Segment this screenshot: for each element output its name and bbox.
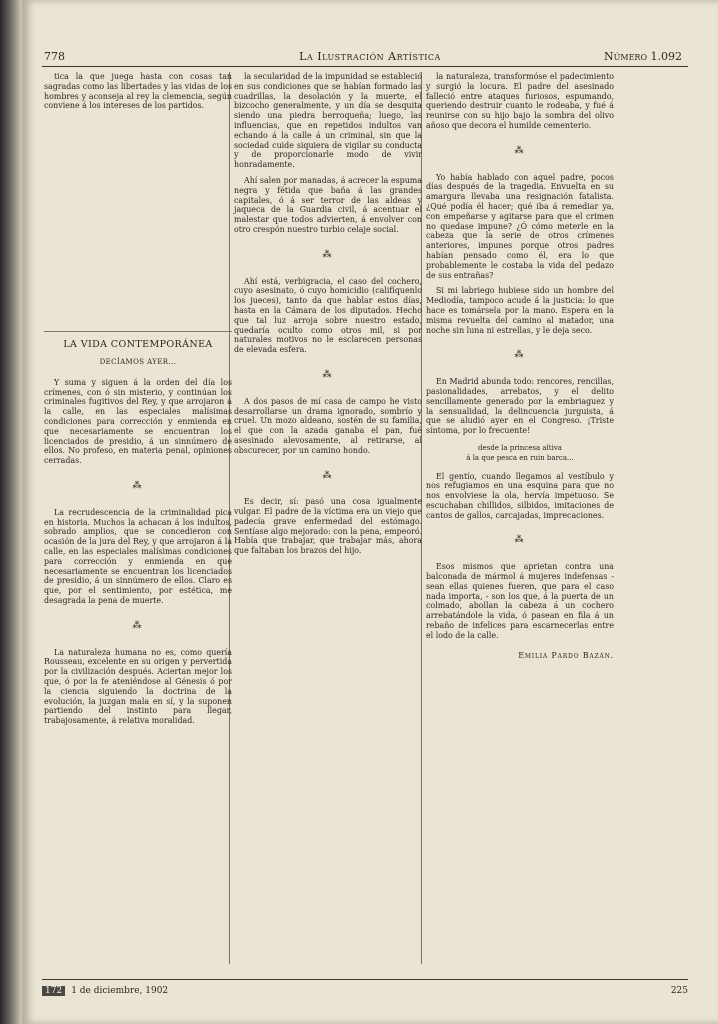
asterism: ⁂ <box>132 620 144 631</box>
section-subtitle: DECÍAMOS AYER... <box>99 357 177 366</box>
paragraph: En Madrid abunda todo: rencores, rencillas, pasionalidades, arrebatos, y el delito sencillamente generado por la embriaguez y la sensualidad, la delincuencia jurguista, á que se aludió ayer en el Congreso. ¡Triste síntoma, por lo frecuente! <box>426 377 614 436</box>
asterism: ⁂ <box>514 350 526 361</box>
paragraph: Y suma y siguen á la orden del día los crímenes, con ó sin misterio, y continúan los criminales fugitivos del Rey, y que arrojaron á la calle, en las especiales malísimas condiciones para corrección y enmienda en que necesariamente se encuentran los licenciados de presidio, á un sinnúmero de ellos. No profeso, en materia penal, opiniones cerradas. <box>44 377 232 466</box>
book-spine <box>0 0 22 1024</box>
magazine-page <box>22 0 718 1024</box>
asterism: ⁂ <box>322 369 334 380</box>
magazine-title: La Ilustración Artística <box>299 50 441 63</box>
author-signature: Emilia Pardo Bazán. <box>518 650 614 660</box>
paragraph: Es decir, sí: pasó una cosa igualmente vulgar. El padre de la víctima era un viejo que padecía grave enfermedad del estómago. Sentíase algo mejorado: con la pena, empeoró. Había que trabajar, que trabajar más, ahora que faltaban los brazos del hijo. <box>234 497 422 556</box>
paragraph: Ahí está, verbigracia, el caso del cochero, cuyo asesinato, ó cuyo homicidio (califíquenlo los jueces), tanto da que hablar estos días, hasta en la Cámara de los diputados. Hecho que tal luz arroja sobre nuestro estado, quedaría oculto como otros mil, si por naturales motivos no le esclarecen personas de elevada esfera. <box>234 276 422 355</box>
issue-number: Número 1.092 <box>604 50 682 63</box>
sheet-number: 225 <box>670 986 688 996</box>
section-title: LA VIDA CONTEMPORÁNEA <box>44 331 232 350</box>
footer-rule <box>42 979 688 980</box>
page-number: 778 <box>44 50 65 63</box>
paragraph: tica la que juega hasta con cosas tan sagradas como las libertades y las vidas de los hombres y aconseja al rey la clemencia, según conviene á los intereses de los partidos. <box>44 72 232 111</box>
paragraph: La naturaleza humana no es, como quería Rousseau, excelente en su origen y pervertida por la civilización después. Aciertan mejor los que, ó por la fe ateniéndose al Génesis ó por la ciencia siguiendo la doctrina de la evolución, la juzgan mala en sí, y la suponen partiendo del instinto para llegar, trabajosamente, á relativa moralidad. <box>44 647 232 726</box>
verse-line: á la que pesca en ruin barca... <box>466 453 574 462</box>
paragraph: Ahí salen por manadas, á acrecer la espuma negra y fétida que baña á las grandes capitales, ó á ser terror de las aldeas y jaqueca de la Guardia civil, á acentuar el malestar que todos advierten, á envolver con otro crespón nuestro turbio celaje social. <box>234 175 422 234</box>
paragraph: El gentío, cuando llegamos al vestíbulo y nos refugiamos en una esquina para que no nos envolviese la ola, hervía impetuoso. Se escuchaban chillidos, silbidos, imitaciones de cantos de gallos, carcajadas, imprecaciones. <box>426 471 614 520</box>
paragraph: Si mi labriego hubiese sido un hombre del Mediodía, tampoco acude á la justicia: lo que hace es tomársela por la mano. Espera en la misma revuelta del camino al matador, una noche sin luna ni estrellas, y le deja seco. <box>426 286 614 335</box>
column-3 <box>426 72 614 660</box>
verse-line: desde la princesa altiva <box>478 443 562 452</box>
header-rule <box>42 66 688 67</box>
paragraph: la naturaleza, transformóse el padecimiento y surgió la locura. El padre del asesinado falleció entre ataques furiosos, espumando, queriendo destruir cuanto le rodeaba, y fué á reunirse con su hijo bajo la sombra del olivo añoso que decora el humilde cementerio. <box>426 72 614 130</box>
verse-quote <box>426 444 614 464</box>
scan-page-number: 172 <box>42 986 65 996</box>
paragraph: Yo había hablado con aquel padre, pocos días después de la tragedia. Envuelta en su amargura llevaba una resignación fatalista. ¿Qué podía él hacer; qué iba á remediar ya, con empeñarse y agitarse para que el crimen no quedase impune? ¿Ó cómo meterle en la cabeza que la serie de otros crímenes anteriores, impunes porque otros padres habían pensado como él, era lo que probablemente le costaba la vida del pedazo de sus entrañas? <box>426 172 614 280</box>
paragraph: Esos mismos que aprietan contra una balconada de mármol á mujeres indefensas - sean ellas quienes fueren, que para el caso nada importa, - son los que, á la puerta de un colmado, abollan la cabeza á un cochero arrebatándole la vida, ó pasean en fila á un rebaño de infelices para escarnecerlas entre el lodo de la calle. <box>426 562 614 640</box>
asterism: ⁂ <box>514 145 526 156</box>
asterism: ⁂ <box>322 249 334 260</box>
paragraph: A dos pasos de mí casa de campo he visto desarrollarse un drama ignorado, sombrío y cruel. Un mozo aldeano, sostén de su familia, el que con la azada ganaba el pan, fué asesinado alevosamente, al retirarse, al obscurecer, por un camino hondo. <box>234 396 422 455</box>
footer <box>42 986 688 996</box>
column-1 <box>44 72 232 732</box>
asterism: ⁂ <box>132 480 144 491</box>
issue-date: 1 de diciembre, 1902 <box>71 986 169 996</box>
asterism: ⁂ <box>514 535 526 546</box>
paragraph: La recrudescencia de la criminalidad pica en historia. Muchos la achacan á los indultos, sobrado amplios, que se concedieron con ocasión de la jura del Rey, y que arrojaron á la calle, en las especiales malísimas condiciones para corrección y enmienda en que necesariamente se encuentran los licenciados de presidio, á un sinnúmero de ellos. Claro es que, por el sentimiento, por estética, me desagrada la pena de muerte. <box>44 507 232 605</box>
column-2 <box>234 72 422 562</box>
asterism: ⁂ <box>322 470 334 481</box>
paragraph: la secularidad de la impunidad se estableció en sus condiciones que se habían formado las cuadrillas, la desolación y la muerte, el bizcocho generalmente, y un día se desquita siendo una piedra berroqueña; luego, las influencias, que en repetidos indultos van echando á la calle á un criminal, sin que la sociedad cuide siquiera de vigilar su conducta y de proporcionarle modo de vivir honradamente. <box>234 72 422 170</box>
